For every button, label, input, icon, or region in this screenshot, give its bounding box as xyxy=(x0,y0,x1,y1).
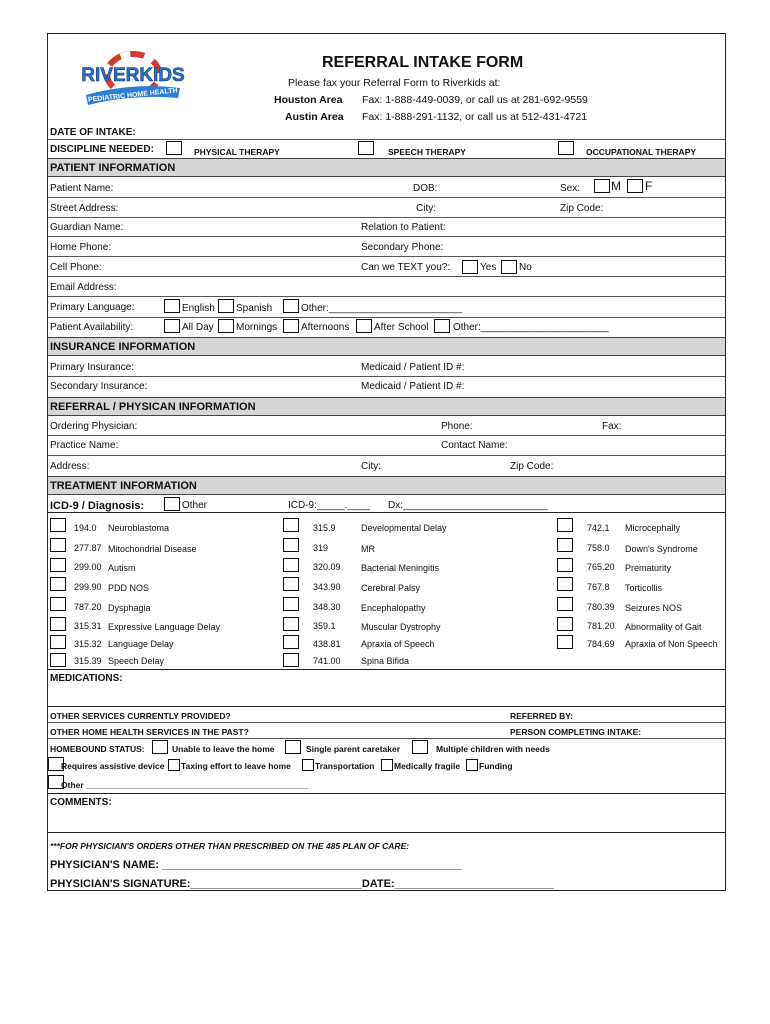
icd-checkbox[interactable] xyxy=(50,518,66,532)
zip-label: Zip Code: xyxy=(560,203,604,214)
icd-name: Prematurity xyxy=(625,563,672,573)
funding-label: Funding xyxy=(479,761,513,771)
medicaid-id-2-label: Medicaid / Patient ID #: xyxy=(361,381,465,392)
speech-therapy-checkbox[interactable] xyxy=(358,141,374,155)
sex-m-label: M xyxy=(611,179,621,193)
discipline-label: DISCIPLINE NEEDED: xyxy=(50,144,154,155)
speech-therapy-label: SPEECH THERAPY xyxy=(388,147,466,157)
icd-name: Muscular Dystrophy xyxy=(361,622,441,632)
icd-checkbox[interactable] xyxy=(283,597,299,611)
physician-orders-note: ***FOR PHYSICIAN'S ORDERS OTHER THAN PRESCRIBED ON THE 485 PLAN OF CARE: xyxy=(50,841,410,851)
icd-checkbox[interactable] xyxy=(50,617,66,631)
icd-code: 343.90 xyxy=(313,582,341,592)
primary-insurance-label: Primary Insurance: xyxy=(50,362,134,373)
multiple-children-label: Multiple children with needs xyxy=(436,744,550,754)
english-checkbox[interactable] xyxy=(164,299,180,313)
diagnosis-other-checkbox[interactable] xyxy=(164,497,180,511)
after-school-label: After School xyxy=(374,322,429,333)
other-services-label: OTHER SERVICES CURRENTLY PROVIDED? xyxy=(50,711,231,721)
logo-text: RIVERKIDS xyxy=(81,65,185,86)
diagnosis-other-label: Other xyxy=(182,500,208,511)
icd-checkbox[interactable] xyxy=(283,518,299,532)
icd-checkbox[interactable] xyxy=(283,635,299,649)
medicaid-id-1-label: Medicaid / Patient ID #: xyxy=(361,362,465,373)
treatment-section-header xyxy=(48,476,725,495)
person-completing-label: PERSON COMPLETING INTAKE: xyxy=(510,727,642,737)
icd-checkbox[interactable] xyxy=(50,538,66,552)
text-no-label: No xyxy=(519,262,532,273)
icd-code: 319 xyxy=(313,543,329,553)
text-no-checkbox[interactable] xyxy=(501,260,517,274)
icd-name: Speech Delay xyxy=(108,656,165,666)
icd-checkbox[interactable] xyxy=(50,558,66,572)
all-day-label: All Day xyxy=(182,322,214,333)
icd-name: MR xyxy=(361,544,375,554)
medically-fragile-checkbox[interactable] xyxy=(381,759,393,771)
relation-label: Relation to Patient: xyxy=(361,222,446,233)
comments-label: COMMENTS: xyxy=(50,797,112,808)
after-school-checkbox[interactable] xyxy=(356,319,372,333)
icd-code: 315.39 xyxy=(74,656,102,666)
sex-label: Sex: xyxy=(560,183,581,194)
text-question-label: Can we TEXT you?: xyxy=(361,262,451,273)
icd-checkbox[interactable] xyxy=(50,597,66,611)
secondary-phone-label: Secondary Phone: xyxy=(361,242,444,253)
icd-code: 299.00 xyxy=(74,562,102,572)
practice-name-label: Practice Name: xyxy=(50,440,119,451)
availability-other-checkbox[interactable] xyxy=(434,319,450,333)
icd-checkbox[interactable] xyxy=(283,558,299,572)
sex-f-label: F xyxy=(645,179,653,193)
icd-checkbox[interactable] xyxy=(283,617,299,631)
icd-code: 320.09 xyxy=(313,562,341,572)
icd-checkbox[interactable] xyxy=(557,518,573,532)
taxing-effort-checkbox[interactable] xyxy=(168,759,180,771)
icd-code: 741.00 xyxy=(313,656,341,666)
patient-heading: PATIENT INFORMATION xyxy=(50,162,176,174)
afternoons-label: Afternoons xyxy=(301,322,350,333)
unable-to-leave-checkbox[interactable] xyxy=(152,740,168,754)
transportation-checkbox[interactable] xyxy=(302,759,314,771)
icd-checkbox[interactable] xyxy=(283,653,299,667)
icd-name: Apraxia of Speech xyxy=(361,639,435,649)
icd-checkbox[interactable] xyxy=(557,538,573,552)
email-label: Email Address: xyxy=(50,282,117,293)
icd-name: Abnormality of Gait xyxy=(625,622,702,632)
physician-phone-label: Phone: xyxy=(441,421,473,432)
physical-therapy-checkbox[interactable] xyxy=(166,141,182,155)
icd-code: 784.69 xyxy=(587,639,615,649)
funding-checkbox[interactable] xyxy=(466,759,478,771)
contact-name-label: Contact Name: xyxy=(441,440,508,451)
medically-fragile-label: Medically fragile xyxy=(394,761,461,771)
icd-name: Microcephally xyxy=(625,523,681,533)
dx-field[interactable]: Dx:__________________________ xyxy=(388,500,548,511)
mornings-label: Mornings xyxy=(236,322,278,333)
icd-code: 781.20 xyxy=(587,621,615,631)
icd-name: Neuroblastoma xyxy=(108,523,170,533)
transportation-label: Transportation xyxy=(315,761,375,771)
insurance-heading: INSURANCE INFORMATION xyxy=(50,341,196,353)
spanish-label: Spanish xyxy=(236,303,273,314)
form-title: REFERRAL INTAKE FORM xyxy=(322,54,524,71)
logo-tagline: PEDIATRIC HOME HEALTH xyxy=(87,87,178,104)
houston-contact: Fax: 1-888-449-0039, or call us at 281-692-9559 xyxy=(362,94,588,106)
icd-code: 315.31 xyxy=(74,621,102,631)
icd-code: 767.8 xyxy=(587,582,610,592)
icd-name: PDD NOS xyxy=(108,583,150,593)
assistive-device-label: Requires assistive device xyxy=(61,761,165,771)
icd-name: Seizures NOS xyxy=(625,603,683,613)
text-yes-checkbox[interactable] xyxy=(462,260,478,274)
icd-code: 359.1 xyxy=(313,621,336,631)
referral-zip-label: Zip Code: xyxy=(510,461,554,472)
icd-checkbox[interactable] xyxy=(557,558,573,572)
referral-form xyxy=(47,33,726,891)
patient-name-label: Patient Name: xyxy=(50,183,114,194)
icd-name: Expressive Language Delay xyxy=(108,622,221,632)
fax-intro: Please fax your Referral Form to Riverkids at: xyxy=(288,77,501,89)
icd-code: 758.0 xyxy=(587,543,610,553)
occupational-therapy-label: OCCUPATIONAL THERAPY xyxy=(586,147,697,157)
homebound-status-label: HOMEBOUND STATUS: xyxy=(50,744,145,754)
referral-city-label: City: xyxy=(361,461,381,472)
language-other-field[interactable]: Other:________________________ xyxy=(301,303,463,314)
availability-other-field[interactable]: Other:_______________________ xyxy=(453,322,609,333)
physician-signature-field[interactable]: PHYSICIAN'S SIGNATURE:____________________________DATE:__________________________ xyxy=(50,878,554,890)
medications-label: MEDICATIONS: xyxy=(50,673,123,684)
taxing-effort-label: Taxing effort to leave home xyxy=(181,761,291,771)
referred-by-label: REFERRED BY: xyxy=(510,711,574,721)
icd9-field[interactable]: ICD-9:_____.____ xyxy=(288,500,370,511)
city-label: City: xyxy=(416,203,436,214)
english-label: English xyxy=(182,303,215,314)
single-parent-label: Single parent caretaker xyxy=(306,744,401,754)
icd-checkbox[interactable] xyxy=(283,538,299,552)
availability-label: Patient Availability: xyxy=(50,322,134,333)
physician-name-field[interactable]: PHYSICIAN'S NAME: _________________________________________________ xyxy=(50,859,462,871)
icd-name: Spina Bifida xyxy=(361,656,410,666)
icd-code: 438.81 xyxy=(313,639,341,649)
dob-label: DOB: xyxy=(413,183,438,194)
houston-label: Houston Area xyxy=(274,94,343,106)
homebound-other-field[interactable]: Other _______________________________________________ xyxy=(61,780,309,790)
icd-checkbox[interactable] xyxy=(557,577,573,591)
icd-checkbox[interactable] xyxy=(557,635,573,649)
all-day-checkbox[interactable] xyxy=(164,319,180,333)
ordering-physician-label: Ordering Physician: xyxy=(50,421,138,432)
street-address-label: Street Address: xyxy=(50,203,119,214)
other-hh-services-label: OTHER HOME HEALTH SERVICES IN THE PAST? xyxy=(50,727,249,737)
physician-fax-label: Fax: xyxy=(602,421,622,432)
home-phone-label: Home Phone: xyxy=(50,242,112,253)
single-parent-checkbox[interactable] xyxy=(285,740,301,754)
sex-m-checkbox[interactable] xyxy=(594,179,610,193)
multiple-children-checkbox[interactable] xyxy=(412,740,428,754)
austin-contact: Fax: 1-888-291-1132, or call us at 512-431-4721 xyxy=(362,111,588,123)
guardian-name-label: Guardian Name: xyxy=(50,222,124,233)
referral-address-label: Address: xyxy=(50,461,90,472)
austin-label: Austin Area xyxy=(285,111,344,123)
cell-phone-label: Cell Phone: xyxy=(50,262,102,273)
icd-checkbox[interactable] xyxy=(50,577,66,591)
unable-to-leave-label: Unable to leave the home xyxy=(172,744,275,754)
icd-checkbox[interactable] xyxy=(283,577,299,591)
spanish-checkbox[interactable] xyxy=(218,299,234,313)
text-yes-label: Yes xyxy=(480,262,497,273)
mornings-checkbox[interactable] xyxy=(218,319,234,333)
icd-name: Encephalopathy xyxy=(361,603,426,613)
icd-name: Down's Syndrome xyxy=(625,544,698,554)
icd-code: 194.0 xyxy=(74,523,97,533)
treatment-heading: TREATMENT INFORMATION xyxy=(50,480,197,492)
icd-name: Bacterial Meningitis xyxy=(361,563,440,573)
icd-code: 315.32 xyxy=(74,639,102,649)
icd-checkbox[interactable] xyxy=(50,635,66,649)
insurance-section-header xyxy=(48,337,725,356)
primary-language-label: Primary Language: xyxy=(50,302,135,313)
icd-code: 315.9 xyxy=(313,523,336,533)
icd-checkbox[interactable] xyxy=(557,617,573,631)
date-of-intake-label: DATE OF INTAKE: xyxy=(50,127,136,138)
icd-checkbox[interactable] xyxy=(50,653,66,667)
icd-name: Apraxia of Non Speech xyxy=(625,639,718,649)
referral-heading: REFERRAL / PHYSICAN INFORMATION xyxy=(50,401,256,413)
riverkids-logo xyxy=(78,50,188,108)
icd-code: 277.87 xyxy=(74,543,102,553)
icd-name: Torticollis xyxy=(625,583,663,593)
physical-therapy-label: PHYSICAL THERAPY xyxy=(194,147,280,157)
icd-name: Mitochondrial Disease xyxy=(108,544,197,554)
icd-code: 348.30 xyxy=(313,602,341,612)
afternoons-checkbox[interactable] xyxy=(283,319,299,333)
secondary-insurance-label: Secondary Insurance: xyxy=(50,381,148,392)
icd-code: 780.39 xyxy=(587,602,615,612)
icd-code: 765.20 xyxy=(587,562,615,572)
icd-code: 299.90 xyxy=(74,582,102,592)
referral-section-header xyxy=(48,397,725,416)
icd-name: Language Delay xyxy=(108,639,174,649)
icd-name: Dysphagia xyxy=(108,603,151,613)
icd-name: Developmental Delay xyxy=(361,523,447,533)
icd-checkbox[interactable] xyxy=(557,597,573,611)
icd-code: 787.20 xyxy=(74,602,102,612)
language-other-checkbox[interactable] xyxy=(283,299,299,313)
icd-diagnosis-label: ICD-9 / Diagnosis: xyxy=(50,500,145,512)
icd-code: 742.1 xyxy=(587,523,610,533)
sex-f-checkbox[interactable] xyxy=(627,179,643,193)
icd-name: Autism xyxy=(108,563,136,573)
icd-name: Cerebral Palsy xyxy=(361,583,421,593)
occupational-therapy-checkbox[interactable] xyxy=(558,141,574,155)
patient-section-header xyxy=(48,158,725,177)
